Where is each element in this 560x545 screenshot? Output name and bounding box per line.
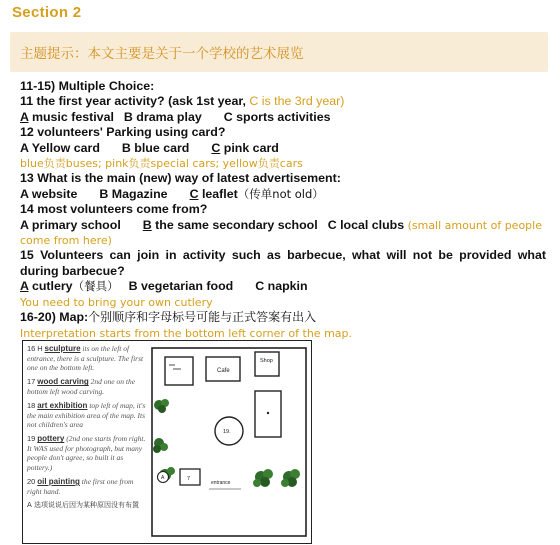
q12-option-c: pink card: [220, 140, 279, 155]
item-description: 2nd one on the bottom left wood carving.: [27, 377, 136, 396]
topic-hint: 主题提示：本文主要是关于一个学校的艺术展览: [20, 46, 304, 62]
shop-label: Shop: [260, 358, 273, 364]
map-heading: [20, 310, 546, 325]
q15-options: [20, 279, 546, 294]
q13-option-c: leaflet: [198, 186, 238, 201]
item-answer: oil painting: [37, 477, 80, 487]
map-answer-list: [27, 344, 147, 510]
item-description: the first one from right hand.: [27, 477, 134, 496]
q14-option-c: C local clubs: [327, 217, 405, 232]
item-answer: pottery: [37, 434, 65, 444]
circle-label: 19.: [223, 429, 231, 435]
q11-note: C is the 3rd year): [249, 94, 345, 109]
q11-question: [20, 94, 546, 109]
q12-note: blue负责buses; pink负责special cars; yellow负责cars: [20, 157, 303, 171]
q12-answer: C: [211, 140, 221, 155]
q14-question: 14 most volunteers come from?: [20, 202, 208, 217]
item-answer: wood carving: [37, 377, 89, 387]
q15-option-b: B vegetarian food: [128, 279, 234, 294]
map-heading-en: 16-20) Map:: [20, 310, 89, 325]
q13-option-a: A website: [20, 186, 78, 201]
q13-question: 13 What is the main (new) way of latest advertisement:: [20, 171, 341, 186]
q11-text: 11 the first year activity? (ask 1st year,: [20, 94, 250, 109]
q14-note: (small amount of people come from here): [20, 218, 542, 248]
item-description: top left of map, it's the main exhibition area of the map. Its not children's area: [27, 400, 146, 430]
q11-options: [20, 110, 546, 125]
item-number: 16: [27, 344, 36, 353]
map-room-top-left: [165, 357, 193, 385]
item-description: (2nd one starts from right. It WAS used for photograph, but many people don't agree, so built it as pottery.): [27, 434, 146, 473]
map-item-19: [27, 434, 147, 472]
small-circle-label: A: [161, 475, 165, 481]
q14-options: [20, 218, 546, 249]
map-heading-cn: 个别顺序和字母标号可能与正式答案有出入: [88, 310, 317, 325]
q15-option-a: cutlery: [28, 279, 73, 294]
map-footnote: A 选项说说后因为某种原因没有布置: [27, 500, 140, 509]
question-content: [20, 79, 546, 341]
q15-question: 15 Volunteers can join in activity such as barbecue, what will not be provided what during barbecue?: [20, 248, 546, 278]
q12-option-a: A Yellow card: [20, 140, 100, 155]
cafe-label: Cafe: [217, 368, 230, 374]
mc-heading: 11-15) Multiple Choice:: [20, 79, 155, 93]
map-item-17: [27, 377, 147, 396]
map-item-18: [27, 401, 147, 430]
item-letter: H: [37, 344, 43, 353]
small-box-label: 7: [187, 476, 191, 482]
school-map: [151, 347, 307, 537]
q11-option-a: music festival: [28, 109, 114, 124]
item-description: its on the left of entrance, there is a sculpture. The first one on the bottom left.: [27, 344, 144, 373]
q15-answer: A: [20, 279, 29, 294]
q11-option-b: B drama play: [123, 109, 202, 124]
q15-note: You need to bring your own cutlery: [20, 295, 213, 309]
q13-options: [20, 187, 546, 202]
q15-option-a-cn: （餐具）: [72, 279, 119, 294]
q12-question: 12 volunteers' Parking using card?: [20, 125, 226, 140]
item-number: 17: [27, 377, 36, 387]
q13-answer: C: [189, 186, 199, 201]
room-dot: [267, 412, 269, 414]
item-number: 18: [27, 400, 36, 410]
item-number: 20: [27, 477, 36, 487]
section-title: Section 2: [12, 4, 82, 21]
item-number: 19: [27, 434, 36, 444]
q15-option-c: C napkin: [255, 279, 308, 294]
q13-option-b: B Magazine: [99, 186, 168, 201]
item-answer: sculpture: [44, 344, 81, 353]
map-shop: [255, 352, 279, 376]
q13-note: （传单not old）: [237, 186, 324, 201]
map-note: Interpretation starts from the bottom left corner of the map.: [20, 326, 353, 340]
q14-answer: B: [142, 217, 152, 232]
entrance-label: entrance: [211, 480, 231, 486]
q14-option-b: the same secondary school: [151, 217, 318, 232]
map-figure: [22, 340, 312, 544]
map-item-16: [27, 344, 147, 373]
item-answer: art exhibition: [37, 400, 88, 410]
q14-option-a: A primary school: [20, 217, 121, 232]
q11-answer: A: [20, 109, 29, 124]
q12-options: [20, 141, 546, 156]
q11-option-c: C sports activities: [223, 109, 331, 124]
q12-option-b: B blue card: [121, 140, 190, 155]
map-item-20: [27, 477, 147, 496]
topic-hint-box: [10, 32, 548, 72]
